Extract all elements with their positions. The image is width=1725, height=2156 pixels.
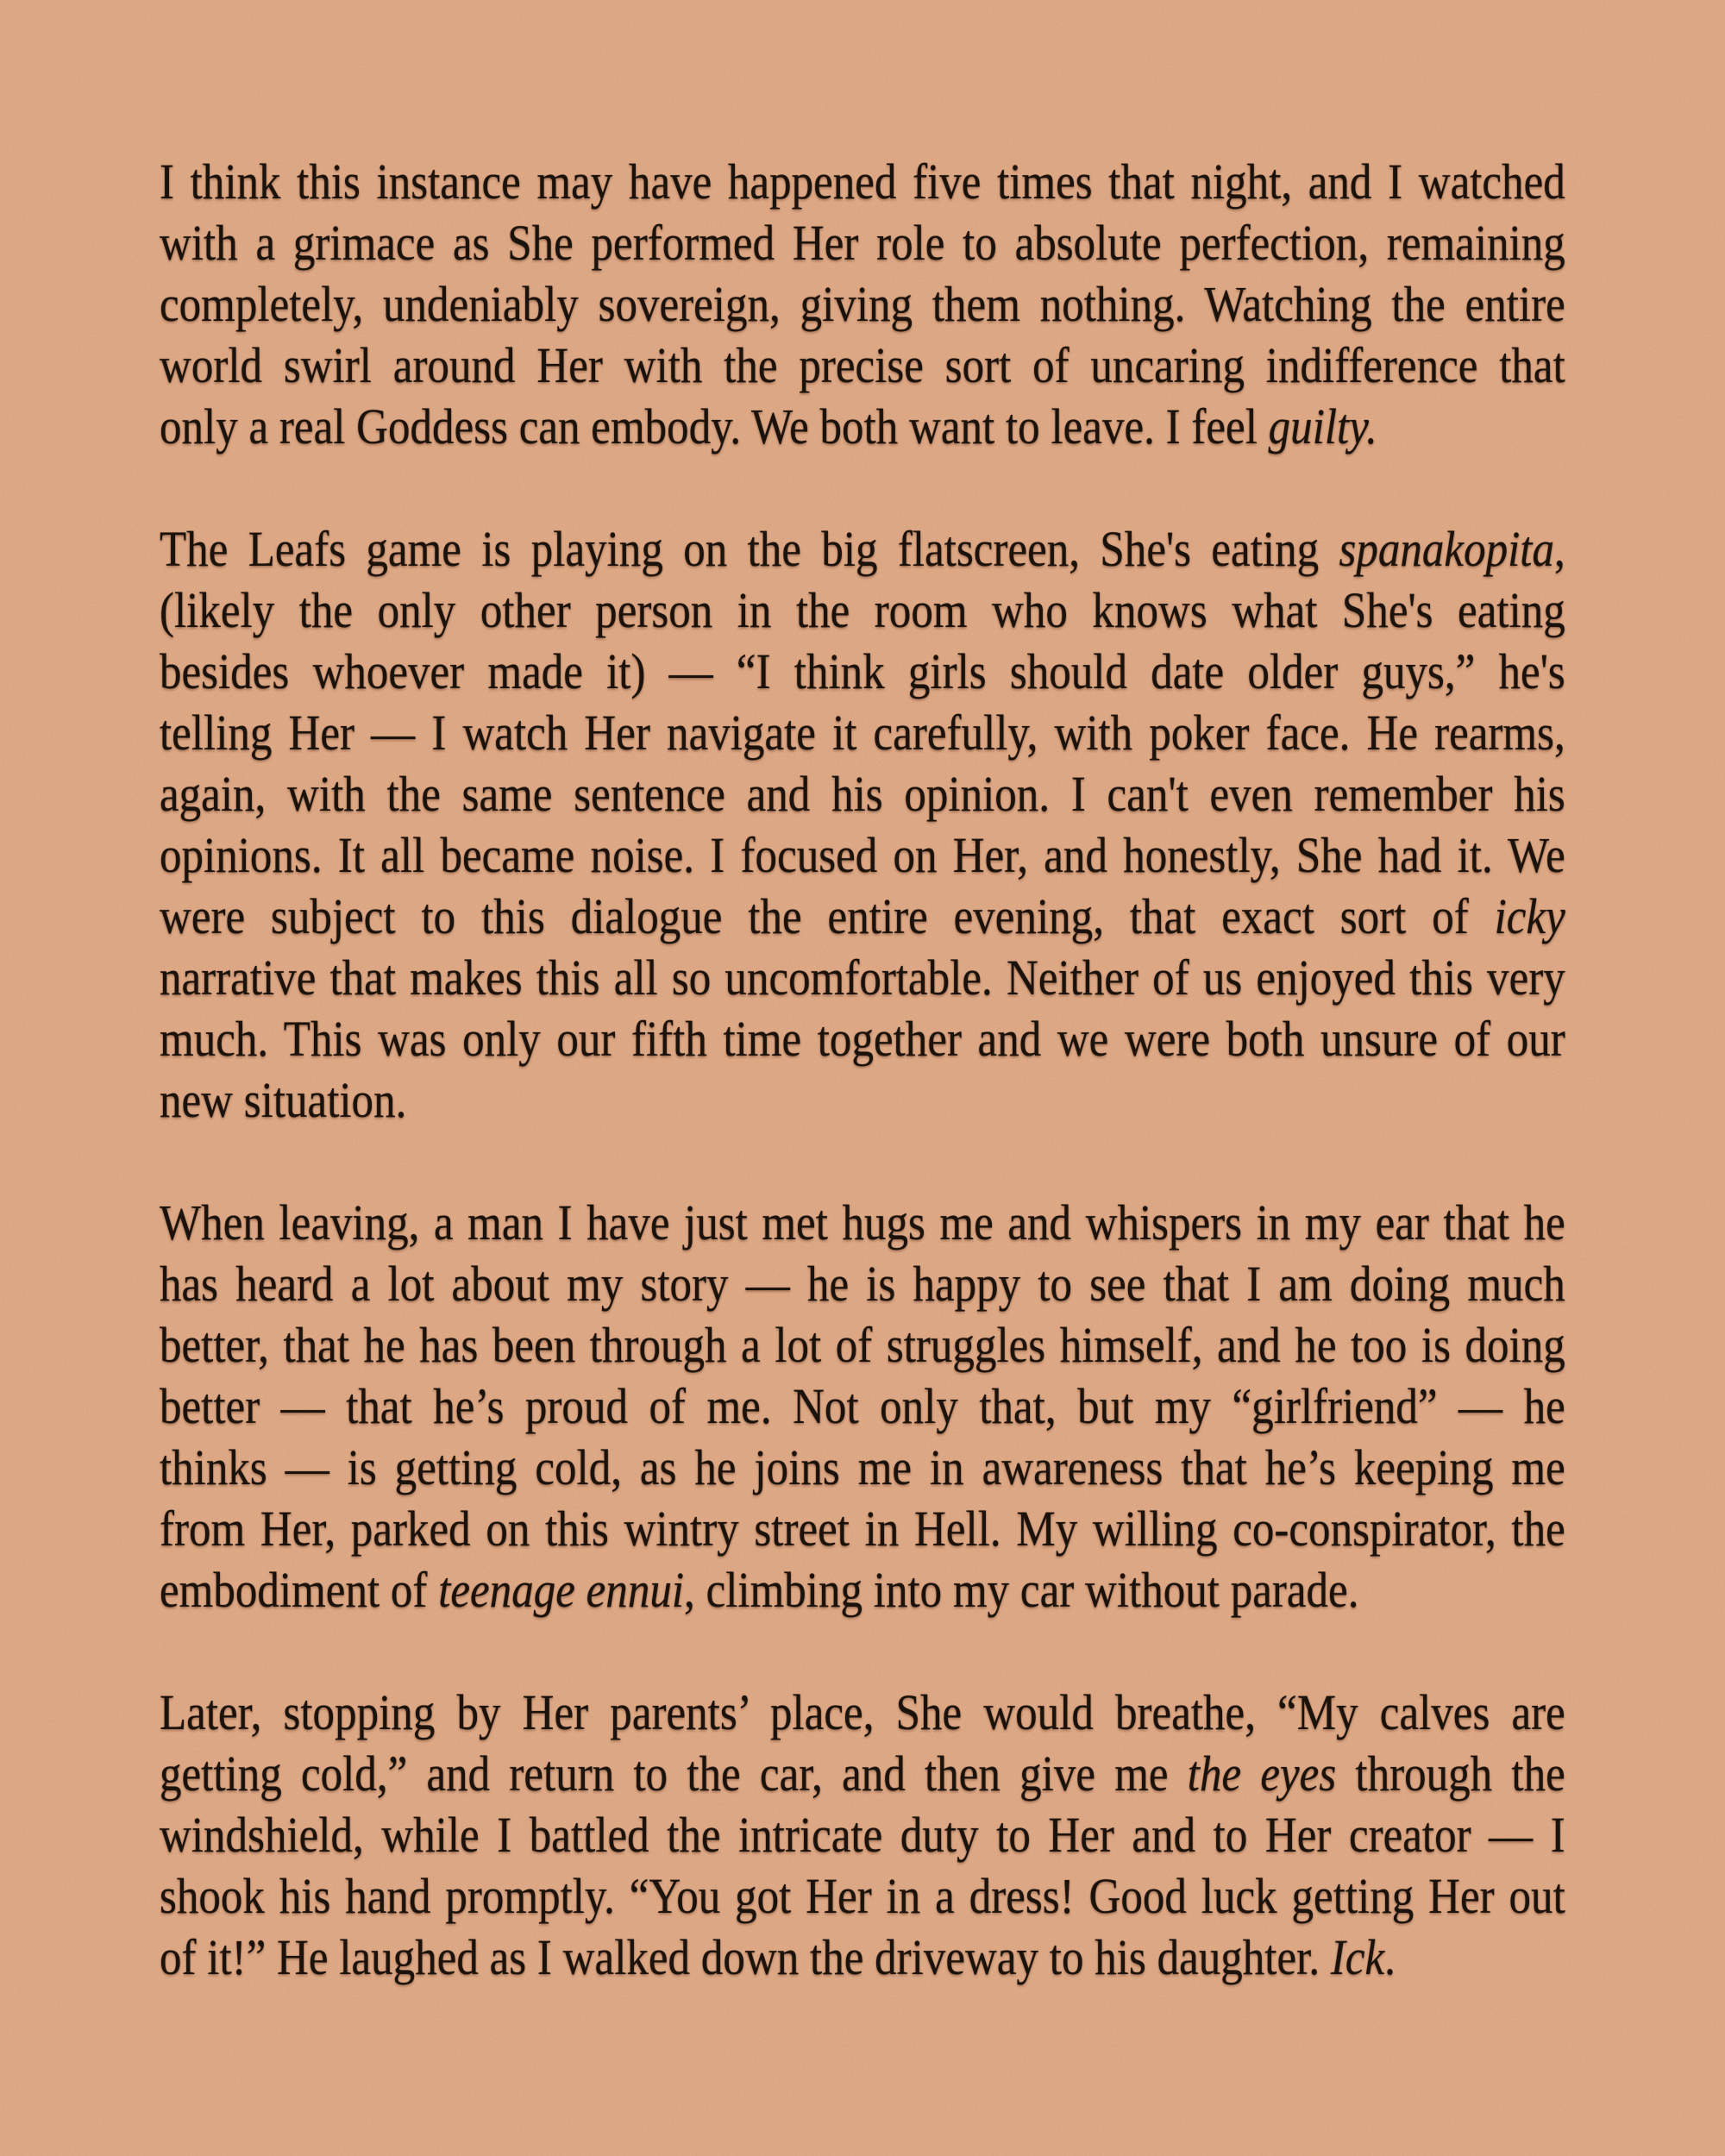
text-line: were subject to this dialogue the entire evening, that exact sort of icky [160, 888, 1565, 944]
text-line: only a real Goddess can embody. We both want to leave. I feel guilty. [160, 398, 1377, 454]
text-line: from Her, parked on this wintry street in Hell. My willing co-conspirator, the [160, 1501, 1565, 1557]
text-line: The Leafs game is playing on the big flatscreen, She's eating spanakopita, [160, 521, 1565, 577]
text-line: with a grimace as She performed Her role to absolute perfection, remaining [160, 215, 1565, 271]
text-line: besides whoever made it) — “I think girls should date older guys,” he's [160, 643, 1565, 699]
text-line: opinions. It all became noise. I focused on Her, and honestly, She had it. We [160, 827, 1565, 883]
text-line: (likely the only other person in the room who knows what She's eating [160, 582, 1565, 638]
paragraph [160, 1682, 1565, 1988]
text-line: embodiment of teenage ennui, climbing into my car without parade. [160, 1562, 1359, 1618]
text-line: has heard a lot about my story — he is happy to see that I am doing much [160, 1256, 1565, 1312]
text-line: again, with the same sentence and his opinion. I can't even remember his [160, 766, 1565, 822]
text-line: of it!” He laughed as I walked down the driveway to his daughter. Ick. [160, 1929, 1396, 1985]
text-line: When leaving, a man I have just met hugs me and whispers in my ear that he [160, 1194, 1565, 1250]
text-line: much. This was only our fifth time together and we were both unsure of our [160, 1011, 1565, 1067]
document-text [160, 151, 1565, 1988]
text-line: telling Her — I watch Her navigate it carefully, with poker face. He rearms, [160, 705, 1565, 761]
text-line: getting cold,” and return to the car, and then give me the eyes through the [160, 1745, 1565, 1802]
text-line: new situation. [160, 1072, 407, 1128]
paragraph [160, 518, 1565, 1131]
text-line: thinks — is getting cold, as he joins me in awareness that he’s keeping me [160, 1439, 1565, 1495]
text-line: shook his hand promptly. “You got Her in a dress! Good luck getting Her out [160, 1868, 1565, 1924]
text-line: Later, stopping by Her parents’ place, She would breathe, “My calves are [160, 1684, 1565, 1740]
paragraph [160, 151, 1565, 457]
text-line: better — that he’s proud of me. Not only that, but my “girlfriend” — he [160, 1378, 1565, 1434]
paragraph [160, 1192, 1565, 1620]
text-line: windshield, while I battled the intricate duty to Her and to Her creator — I [160, 1807, 1565, 1863]
text-line: completely, undeniably sovereign, giving them nothing. Watching the entire [160, 276, 1565, 332]
text-line: world swirl around Her with the precise sort of uncaring indifference that [160, 337, 1565, 393]
text-line: better, that he has been through a lot of struggles himself, and he too is doing [160, 1317, 1565, 1373]
text-line: I think this instance may have happened five times that night, and I watched [160, 154, 1565, 210]
text-line: narrative that makes this all so uncomfortable. Neither of us enjoyed this very [160, 950, 1565, 1006]
